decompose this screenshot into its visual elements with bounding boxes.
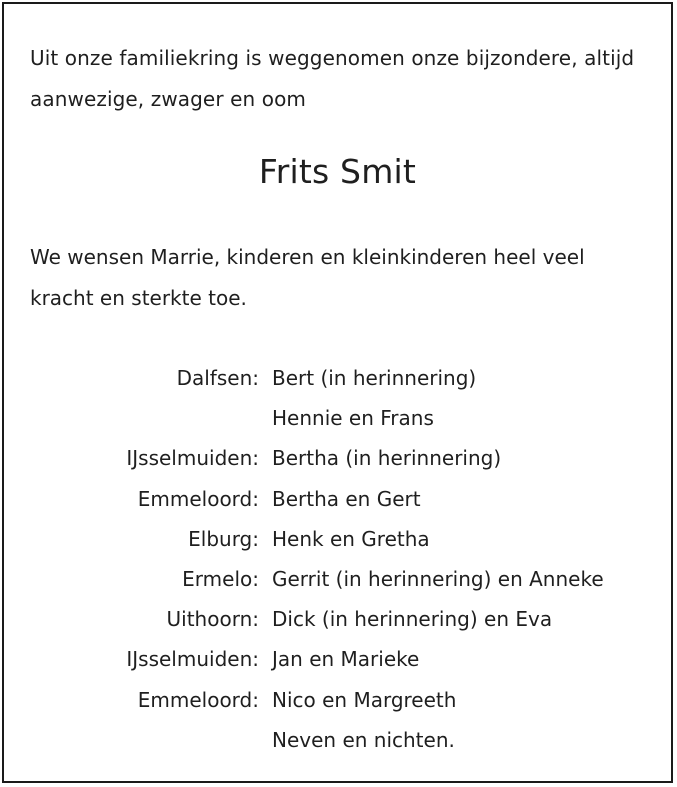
family-names: Bertha (in herinnering) (272, 446, 502, 471)
family-row (4, 438, 675, 478)
family-place: Emmeloord: (137, 687, 259, 712)
family-place: Dalfsen: (176, 366, 259, 390)
family-names: Gerrit (in herinnering) en Anneke (272, 566, 604, 591)
family-names: Bert (in herinnering) (272, 366, 477, 390)
family-names: Dick (in herinnering) en Eva (272, 607, 553, 632)
family-row (4, 398, 675, 438)
family-list (4, 358, 675, 760)
condolence-line: We wensen Marrie, kinderen en kleinkinderen heel veel (30, 245, 585, 269)
family-names: Hennie en Frans (272, 406, 434, 431)
family-row (4, 358, 675, 398)
family-row (4, 479, 675, 519)
family-row (4, 720, 675, 760)
family-row (4, 680, 675, 720)
family-place: Ermelo: (182, 566, 259, 591)
family-place: Emmeloord: (137, 486, 259, 511)
deceased-name: Frits Smit (258, 152, 417, 191)
intro-line: aanwezige, zwager en oom (30, 87, 307, 111)
family-names: Neven en nichten. (272, 727, 455, 752)
intro-line: Uit onze familiekring is weggenomen onze bijzondere, altijd (30, 46, 635, 70)
condolence-text (30, 237, 650, 319)
intro-text (30, 38, 650, 120)
family-place: IJsselmuiden: (126, 446, 259, 471)
family-place: Elburg: (188, 526, 259, 551)
family-row (4, 559, 675, 599)
family-names: Jan en Marieke (272, 647, 420, 672)
family-names: Nico en Margreeth (272, 687, 457, 712)
condolence-line: kracht en sterkte toe. (30, 286, 247, 310)
family-place: IJsselmuiden: (126, 647, 259, 672)
family-place: Uithoorn: (166, 607, 259, 632)
family-row (4, 519, 675, 559)
obituary-notice (2, 2, 673, 783)
family-names: Henk en Gretha (272, 526, 430, 551)
family-row (4, 639, 675, 679)
family-names: Bertha en Gert (272, 486, 421, 511)
family-row (4, 599, 675, 639)
